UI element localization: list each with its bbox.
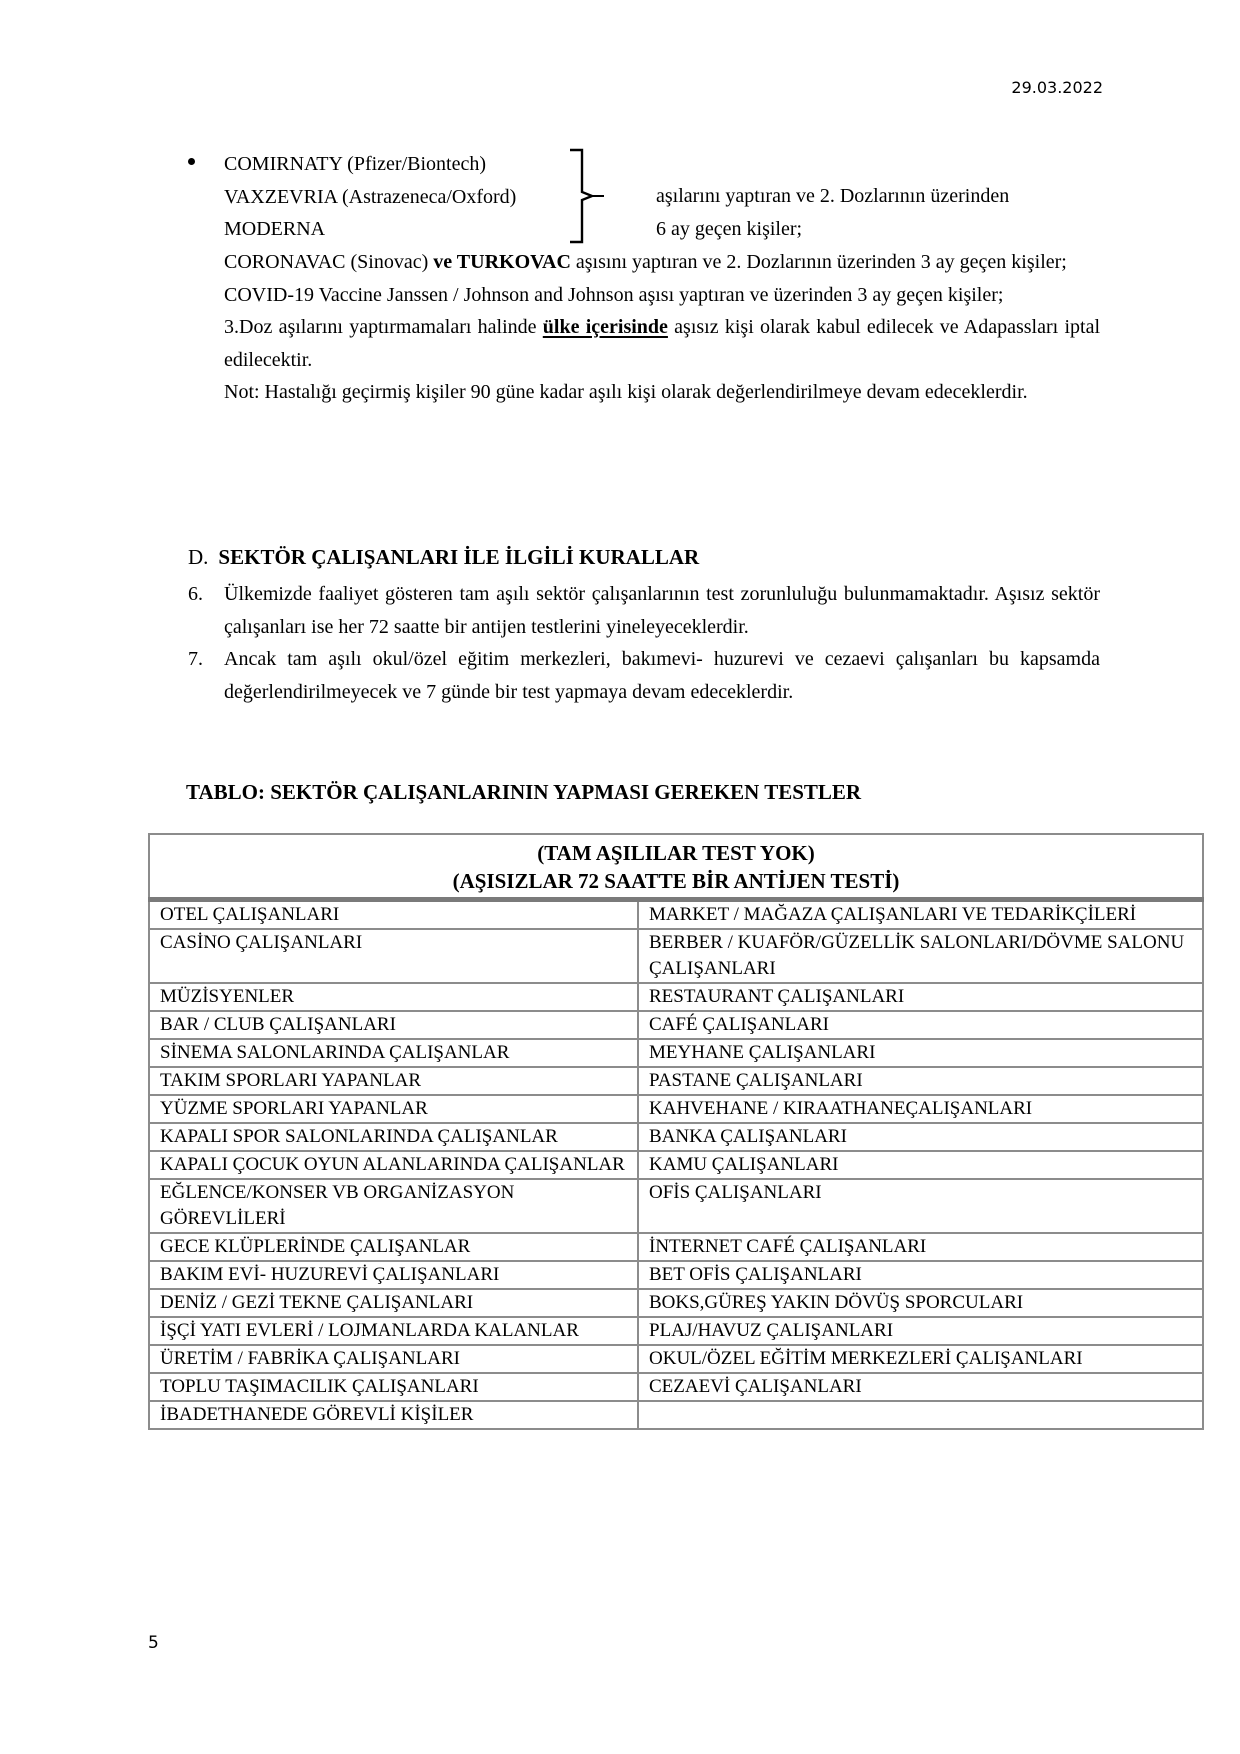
vaccine-name: COMIRNATY (Pfizer/Biontech) (224, 153, 486, 175)
sector-cell-left: BAR / CLUB ÇALIŞANLARI (149, 1011, 638, 1039)
table-header-row (149, 834, 1203, 900)
sector-cell-left: CASİNO ÇALIŞANLARI (149, 929, 638, 983)
sector-cell-right: BANKA ÇALIŞANLARI (638, 1123, 1203, 1151)
sector-cell-left: ÜRETİM / FABRİKA ÇALIŞANLARI (149, 1345, 638, 1373)
table-row (149, 1401, 1203, 1429)
sector-cell-right: OFİS ÇALIŞANLARI (638, 1179, 1203, 1233)
rule-text: Ülkemizde faaliyet gösteren tam aşılı sektör çalışanlarının test zorunluluğu bulunmamaktadır. Aşısız sektör çalışanları ise her 72 saatte bir antijen testlerini yineleyeceklerdir. (224, 583, 1100, 638)
table-row (149, 1011, 1203, 1039)
table-row (149, 983, 1203, 1011)
table-row (149, 1373, 1203, 1401)
grouped-vaccine-rule (656, 180, 1100, 245)
section-letter: D. (188, 545, 209, 569)
sector-cell-left: İŞÇİ YATI EVLERİ / LOJMANLARDA KALANLAR (149, 1317, 638, 1345)
sector-cell-right: RESTAURANT ÇALIŞANLARI (638, 983, 1203, 1011)
table-header (149, 834, 1203, 900)
rule-text: Ancak tam aşılı okul/özel eğitim merkezleri, bakımevi- huzurevi ve cezaevi çalışanları bu kapsamda değerlendirilmeyecek ve 7 günde bir test yapmaya devam edeceklerdir. (224, 648, 1100, 703)
sector-cell-right: MARKET / MAĞAZA ÇALIŞANLARI VE TEDARİKÇİLERİ (638, 900, 1203, 930)
recovered-note: Not: Hastalığı geçirmiş kişiler 90 güne kadar aşılı kişi olarak değerlendirilmeye devam edeceklerdir. (224, 381, 1028, 404)
table-row (149, 1095, 1203, 1123)
table-row (149, 1123, 1203, 1151)
sector-cell-right: BET OFİS ÇALIŞANLARI (638, 1261, 1203, 1289)
janssen-rule: COVID-19 Vaccine Janssen / Johnson and Johnson aşısı yaptıran ve üzerinden 3 ay geçen kişiler; (224, 283, 1004, 306)
numbered-rule (188, 643, 1100, 708)
table-title: TABLO: SEKTÖR ÇALIŞANLARININ YAPMASI GEREKEN TESTLER (186, 780, 862, 804)
turkovac-bold: ve TURKOVAC (433, 251, 571, 273)
sector-cell-left: OTEL ÇALIŞANLARI (149, 900, 638, 930)
sector-cell-right: CAFÉ ÇALIŞANLARI (638, 1011, 1203, 1039)
table-row (149, 929, 1203, 983)
coronavac-rule: CORONAVAC (Sinovac) ve TURKOVAC aşısını yaptıran ve 2. Dozlarının üzerinden 3 ay geçen kişiler; (224, 251, 1067, 273)
table-row (149, 1179, 1203, 1233)
sector-cell-right (638, 1401, 1203, 1429)
sector-cell-right: KAHVEHANE / KIRAATHANEÇALIŞANLARI (638, 1095, 1203, 1123)
section-heading (188, 545, 699, 570)
page-number: 5 (148, 1633, 159, 1653)
section-title: SEKTÖR ÇALIŞANLARI İLE İLGİLİ KURALLAR (218, 545, 700, 569)
table-row (149, 1039, 1203, 1067)
sector-cell-left: GECE KLÜPLERİNDE ÇALIŞANLAR (149, 1233, 638, 1261)
sector-cell-left: KAPALI ÇOCUK OYUN ALANLARINDA ÇALIŞANLAR (149, 1151, 638, 1179)
sector-cell-right: KAMU ÇALIŞANLARI (638, 1151, 1203, 1179)
grouped-vaccine-list (224, 148, 584, 246)
table-row (149, 1067, 1203, 1095)
sector-cell-right: BOKS,GÜREŞ YAKIN DÖVÜŞ SPORCULARI (638, 1289, 1203, 1317)
rule-number: 7. (188, 648, 203, 671)
table-row (149, 1289, 1203, 1317)
table-row (149, 900, 1203, 930)
table-body (149, 900, 1203, 1430)
sector-rules-list (188, 578, 1100, 708)
third-dose-rule: 3.Doz aşılarını yaptırmamaları halinde ülke içerisinde aşısız kişi olarak kabul edilecek ve Adapassları iptal edilecektir. (224, 316, 1101, 371)
grouped-rule-line: 6 ay geçen kişiler; (656, 217, 803, 240)
bullet-icon (188, 158, 195, 165)
vaccine-name: MODERNA (224, 218, 326, 241)
document-date: 29.03.2022 (1011, 78, 1103, 97)
sector-tests-table (148, 833, 1204, 1430)
sector-cell-right: CEZAEVİ ÇALIŞANLARI (638, 1373, 1203, 1401)
sector-cell-left: YÜZME SPORLARI YAPANLAR (149, 1095, 638, 1123)
table-row (149, 1317, 1203, 1345)
underlined-phrase: ülke içerisinde (542, 316, 668, 339)
table-row (149, 1233, 1203, 1261)
vaccine-name: VAXZEVRIA (Astrazeneca/Oxford) (224, 185, 517, 208)
sector-cell-left: SİNEMA SALONLARINDA ÇALIŞANLAR (149, 1039, 638, 1067)
sector-cell-right: BERBER / KUAFÖR/GÜZELLİK SALONLARI/DÖVME SALONU ÇALIŞANLARI (638, 929, 1203, 983)
sector-cell-left: KAPALI SPOR SALONLARINDA ÇALIŞANLAR (149, 1123, 638, 1151)
vaccine-rules (224, 246, 1100, 409)
sector-cell-left: TAKIM SPORLARI YAPANLAR (149, 1067, 638, 1095)
table-row (149, 1345, 1203, 1373)
numbered-rule (188, 578, 1100, 643)
sector-cell-left: EĞLENCE/KONSER VB ORGANİZASYON GÖREVLİLERİ (149, 1179, 638, 1233)
sector-cell-left: DENİZ / GEZİ TEKNE ÇALIŞANLARI (149, 1289, 638, 1317)
sector-cell-right: OKUL/ÖZEL EĞİTİM MERKEZLERİ ÇALIŞANLARI (638, 1345, 1203, 1373)
right-brace-icon (568, 148, 608, 248)
sector-cell-left: TOPLU TAŞIMACILIK ÇALIŞANLARI (149, 1373, 638, 1401)
header-line-unvaccinated: (AŞISIZLAR 72 SAATTE BİR ANTİJEN TESTİ) (452, 869, 900, 893)
grouped-rule-line: aşılarını yaptıran ve 2. Dozlarının üzerinden (656, 185, 1010, 207)
sector-cell-left: MÜZİSYENLER (149, 983, 638, 1011)
sector-cell-left: İBADETHANEDE GÖREVLİ KİŞİLER (149, 1401, 638, 1429)
sector-cell-left: BAKIM EVİ- HUZUREVİ ÇALIŞANLARI (149, 1261, 638, 1289)
table-row (149, 1151, 1203, 1179)
sector-cell-right: MEYHANE ÇALIŞANLARI (638, 1039, 1203, 1067)
header-line-vaccinated: (TAM AŞILILAR TEST YOK) (537, 841, 815, 865)
rule-number: 6. (188, 583, 203, 605)
sector-cell-right: İNTERNET CAFÉ ÇALIŞANLARI (638, 1233, 1203, 1261)
table-row (149, 1261, 1203, 1289)
sector-cell-right: PASTANE ÇALIŞANLARI (638, 1067, 1203, 1095)
sector-cell-right: PLAJ/HAVUZ ÇALIŞANLARI (638, 1317, 1203, 1345)
